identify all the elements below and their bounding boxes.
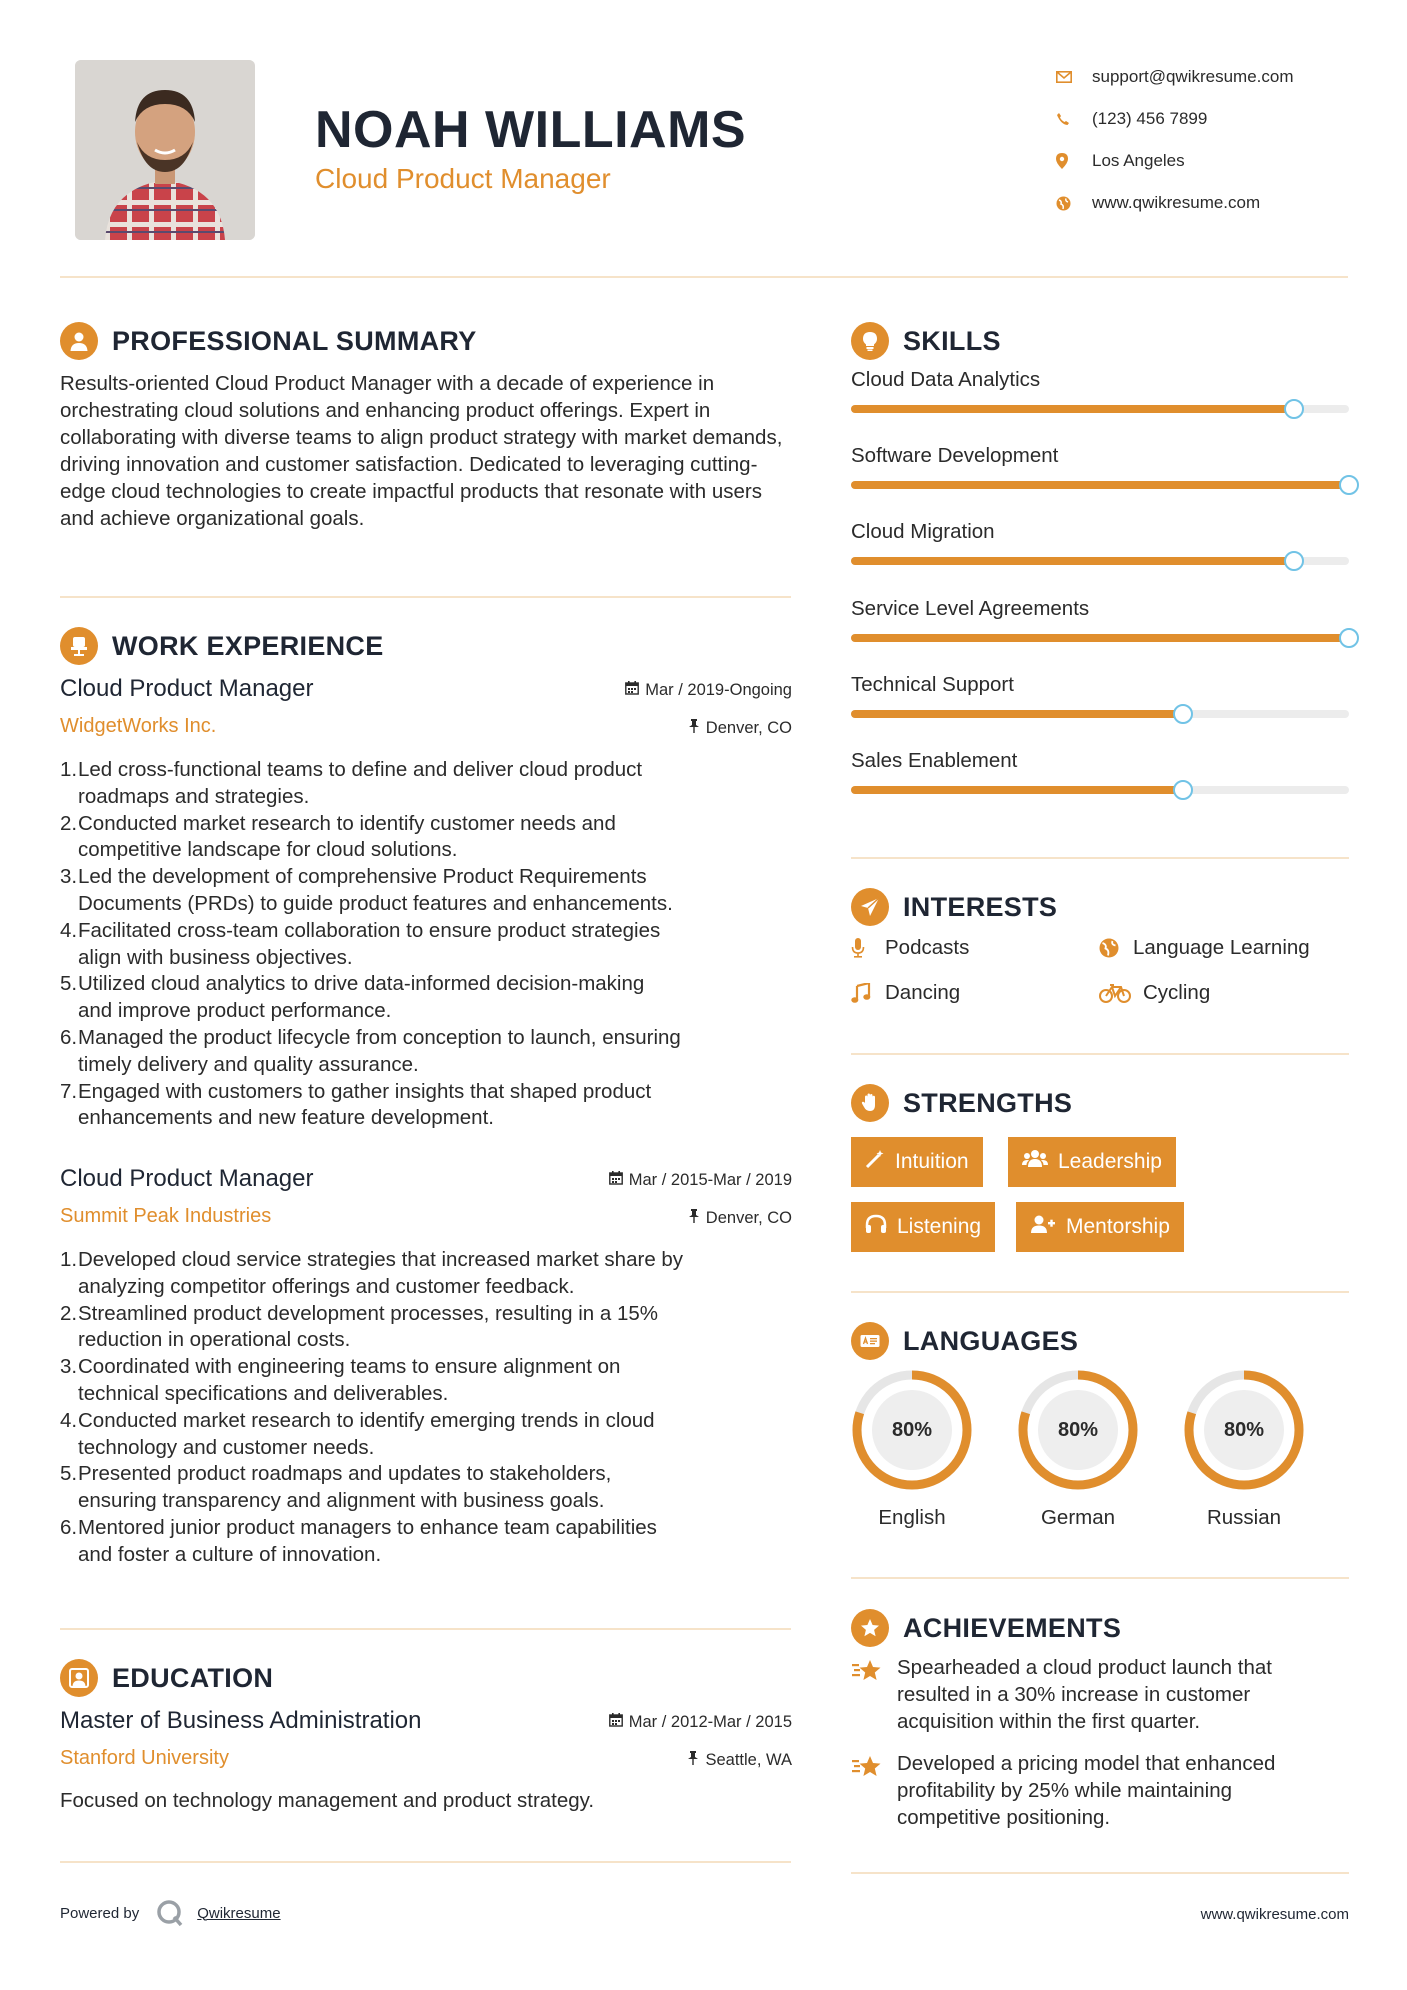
pushpin-icon (688, 1209, 700, 1228)
strength-tag: Listening (851, 1202, 995, 1252)
job-bullet-line (60, 945, 800, 972)
bullet-text: technology and customer needs. (78, 1435, 375, 1459)
bullet-number: 5. (60, 1462, 78, 1486)
bullet-number: 5. (60, 972, 78, 996)
bicycle-icon (1099, 983, 1143, 1003)
skill-bar-fill (851, 557, 1294, 565)
header-divider (60, 276, 1348, 278)
bullet-text: Coordinated with engineering teams to ensure alignment on (78, 1355, 621, 1379)
footer-brand-link[interactable]: Qwikresume (197, 1904, 281, 1922)
bullet-number (60, 1542, 78, 1569)
interest-item: Dancing (851, 981, 960, 1005)
language-name: German (1040, 1506, 1116, 1529)
bullet-number: 6. (60, 1515, 78, 1539)
language-item (1182, 1368, 1306, 1529)
headphones-icon (865, 1214, 887, 1240)
bullet-text: Documents (PRDs) to guide product features and enhancements. (78, 891, 673, 915)
job-bullet-line (60, 1079, 800, 1106)
degree-title: Master of Business Administration (60, 1707, 422, 1734)
summary-text: Results-oriented Cloud Product Manager with a decade of experience in orchestrating cloud solutions and enhancing product offerings. Expert in collaborating with diverse teams to align product strategy with market demands, driving innovation and customer satisfaction. Dedicated to leveraging cutting-edge cloud technologies to create impactful products that resonate with users and achieve organizational goals. (60, 372, 783, 530)
job-bullet-list (60, 757, 800, 1132)
pushpin-icon (687, 1751, 699, 1770)
job-entry (60, 675, 792, 1130)
user-icon (60, 322, 98, 360)
education-heading (60, 1659, 273, 1697)
job-title: Cloud Product Manager (60, 1165, 314, 1192)
bullet-text: Mentored junior product managers to enhance team capabilities (78, 1515, 657, 1539)
bullet-number (60, 1052, 78, 1079)
languages-title: LANGUAGES (903, 1325, 1079, 1356)
bullet-number: 2. (60, 1301, 78, 1325)
contact-website-text: www.qwikresume.com (1092, 193, 1261, 212)
bullet-text: Conducted market research to identify emerging trends in cloud (78, 1408, 655, 1432)
languages-heading (851, 1322, 1078, 1360)
skill-bar-knob (1284, 551, 1304, 571)
language-item (850, 1368, 974, 1529)
job-bullet-line (60, 1301, 800, 1328)
job-bullet-line (60, 971, 800, 998)
strengths-title: STRENGTHS (903, 1087, 1073, 1118)
pushpin-icon (688, 719, 700, 738)
star-icon (851, 1750, 897, 1831)
bullet-text: ensuring transparency and alignment with business goals. (78, 1489, 605, 1513)
summary-divider (60, 596, 791, 598)
job-bullet-line (60, 918, 800, 945)
experience-heading (60, 627, 384, 665)
skill-item (851, 520, 1349, 544)
job-bullet-line (60, 1542, 800, 1569)
experience-title: WORK EXPERIENCE (112, 630, 384, 661)
summary-heading (60, 322, 477, 360)
job-entry (60, 1165, 792, 1566)
bullet-number: 3. (60, 865, 78, 889)
skill-bar-knob (1284, 399, 1304, 419)
contact-location (1056, 140, 1356, 182)
skills-divider (851, 857, 1349, 859)
calendar-icon (609, 1713, 623, 1732)
language-percent: 80% (891, 1418, 933, 1441)
language-percent: 80% (1057, 1418, 1099, 1441)
contact-location-text: Los Angeles (1092, 151, 1185, 170)
skill-bar-knob (1339, 628, 1359, 648)
strength-tag: Leadership (1008, 1137, 1176, 1187)
skill-bar-fill (851, 481, 1349, 489)
bullet-number (60, 1327, 78, 1354)
bullet-number: 2. (60, 811, 78, 835)
bullet-number (60, 1105, 78, 1132)
job-bullet-line (60, 1247, 800, 1274)
candidate-name: NOAH WILLIAMS (315, 101, 747, 159)
bullet-number: 1. (60, 1248, 78, 1271)
star-badge-icon (851, 1609, 889, 1647)
job-bullet-line (60, 1488, 800, 1515)
skill-bar-track (851, 405, 1349, 413)
job-bullet-line (60, 1105, 800, 1132)
job-bullet-line (60, 1435, 800, 1462)
contact-email[interactable] (1056, 56, 1356, 98)
bullet-text: Engaged with customers to gather insights that shaped product (78, 1079, 652, 1103)
job-bullet-line (60, 1515, 800, 1542)
bullet-text: Led cross-functional teams to define and deliver cloud product (78, 758, 643, 781)
skill-bar-knob (1173, 780, 1193, 800)
paper-plane-icon (851, 888, 889, 926)
bullet-text: competitive landscape for cloud solutions. (78, 838, 458, 862)
raised-hand-icon (851, 1084, 889, 1122)
bullet-number: 7. (60, 1079, 78, 1103)
bullet-text: analyzing competitor offerings and customer feedback. (78, 1274, 575, 1298)
skills-heading (851, 322, 1001, 360)
bullet-text: reduction in operational costs. (78, 1328, 351, 1352)
job-date: Mar / 2019-Ongoing (625, 681, 792, 700)
footer-website-link[interactable]: www.qwikresume.com (1200, 1906, 1349, 1923)
bullet-text: technical specifications and deliverables. (78, 1381, 449, 1405)
contact-email-text: support@qwikresume.com (1092, 67, 1294, 86)
star-icon (851, 1654, 897, 1735)
skill-bar-fill (851, 634, 1349, 642)
achievements-title: ACHIEVEMENTS (903, 1612, 1122, 1643)
users-icon (1022, 1149, 1048, 1175)
job-date: Mar / 2015-Mar / 2019 (609, 1171, 792, 1190)
skill-item (851, 368, 1349, 392)
job-bullet-line (60, 1461, 800, 1488)
interest-item: Podcasts (851, 936, 969, 960)
achievement-line: acquisition within the first quarter. (897, 1710, 1201, 1733)
school-name: Stanford University (60, 1747, 229, 1769)
skill-label: Technical Support (851, 672, 1014, 696)
bullet-number: 4. (60, 918, 78, 942)
language-percent: 80% (1223, 1418, 1265, 1441)
language-name: Russian (1206, 1506, 1282, 1529)
company-name: WidgetWorks Inc. (60, 715, 217, 737)
strength-tag: Intuition (851, 1137, 983, 1187)
job-bullet-line (60, 1354, 800, 1381)
job-bullet-line (60, 811, 800, 838)
achievement-line: Spearheaded a cloud product launch that (897, 1656, 1272, 1679)
experience-divider (60, 1628, 791, 1630)
languages-divider (851, 1577, 1349, 1579)
bullet-text: Streamlined product development processes, resulting in a 15% (78, 1301, 659, 1325)
bullet-number (60, 1381, 78, 1408)
contact-phone-text: (123) 456 7899 (1092, 109, 1208, 128)
skill-label: Service Level Agreements (851, 596, 1090, 620)
user-plus-icon (1030, 1214, 1056, 1240)
interest-item: Cycling (1099, 981, 1210, 1005)
job-bullet-line (60, 1052, 800, 1079)
job-bullet-line (60, 784, 800, 811)
bullet-number: 4. (60, 1408, 78, 1432)
globe-icon (1099, 938, 1133, 958)
globe-icon (1056, 196, 1092, 211)
strengths-heading (851, 1084, 1072, 1122)
job-location: Denver, CO (688, 719, 792, 738)
bullet-number (60, 998, 78, 1025)
bullet-text: timely delivery and quality assurance. (78, 1052, 419, 1076)
job-bullet-list (60, 1247, 800, 1569)
contact-list (1056, 56, 1356, 224)
interests-divider (851, 1053, 1349, 1055)
profile-photo (75, 60, 255, 240)
skill-bar-fill (851, 710, 1183, 718)
language-card-icon (851, 1322, 889, 1360)
education-location: Seattle, WA (687, 1751, 792, 1770)
education-description: Focused on technology management and product strategy. (60, 1789, 595, 1812)
bullet-text: roadmaps and strategies. (78, 784, 310, 808)
skill-bar-knob (1339, 475, 1359, 495)
skill-item (851, 597, 1349, 621)
bullet-text: and foster a culture of innovation. (78, 1542, 382, 1566)
bullet-text: Led the development of comprehensive Product Requirements (78, 865, 647, 889)
bullet-number: 1. (60, 758, 78, 781)
job-bullet-line (60, 837, 800, 864)
education-date: Mar / 2012-Mar / 2015 (609, 1713, 792, 1732)
lightbulb-icon (851, 322, 889, 360)
job-bullet-line (60, 998, 800, 1025)
bullet-number (60, 784, 78, 811)
company-name: Summit Peak Industries (60, 1205, 272, 1227)
bullet-text: Utilized cloud analytics to drive data-informed decision-making (78, 972, 645, 996)
education-title: EDUCATION (112, 1662, 274, 1693)
skill-bar-track (851, 786, 1349, 794)
job-bullet-line (60, 1274, 800, 1301)
bullet-number (60, 1488, 78, 1515)
interest-item: Language Learning (1099, 936, 1310, 960)
footer-powered-by: Powered by Qwikresume (60, 1898, 281, 1928)
skills-title: SKILLS (903, 325, 1001, 356)
skill-bar-fill (851, 405, 1294, 413)
contact-website[interactable] (1056, 182, 1356, 224)
language-name: English (878, 1506, 946, 1529)
skill-bar-track (851, 710, 1349, 718)
bullet-text: Conducted market research to identify customer needs and (78, 811, 616, 835)
bullet-number (60, 1274, 78, 1301)
interests-title: INTERESTS (903, 891, 1058, 922)
job-bullet-line (60, 891, 800, 918)
music-note-icon (851, 983, 885, 1003)
candidate-role: Cloud Product Manager (315, 163, 611, 194)
bullet-text: Developed cloud service strategies that increased market share by (78, 1248, 684, 1271)
phone-icon (1056, 112, 1092, 126)
job-title: Cloud Product Manager (60, 675, 314, 702)
strength-tag: Mentorship (1016, 1202, 1184, 1252)
achievement-item (851, 1654, 1351, 1735)
achievement-line: Developed a pricing model that enhanced (897, 1752, 1276, 1775)
summary-title: PROFESSIONAL SUMMARY (112, 325, 477, 356)
qwikresume-logo-icon (155, 1898, 185, 1928)
interests-heading (851, 888, 1057, 926)
bullet-number (60, 1435, 78, 1462)
skill-bar-knob (1173, 704, 1193, 724)
job-bullet-line (60, 1025, 800, 1052)
bullet-text: Facilitated cross-team collaboration to ensure product strategies (78, 918, 661, 942)
skill-label: Software Development (851, 444, 1059, 468)
achievements-divider (851, 1872, 1349, 1874)
skill-label: Cloud Data Analytics (851, 368, 1041, 391)
job-bullet-line (60, 757, 800, 784)
envelope-icon (1056, 71, 1092, 83)
bullet-text: and improve product performance. (78, 999, 392, 1023)
education-entry (60, 1707, 792, 1812)
calendar-icon (625, 681, 639, 700)
achievement-item (851, 1750, 1351, 1831)
bullet-text: enhancements and new feature development. (78, 1106, 494, 1130)
skill-label: Cloud Migration (851, 520, 995, 544)
job-bullet-line (60, 1408, 800, 1435)
language-item (1016, 1368, 1140, 1529)
job-location: Denver, CO (688, 1209, 792, 1228)
achievements-heading (851, 1609, 1121, 1647)
bullet-text: align with business objectives. (78, 945, 353, 969)
bullet-text: Managed the product lifecycle from conception to launch, ensuring (78, 1025, 681, 1049)
job-bullet-line (60, 864, 800, 891)
skill-bar-track (851, 557, 1349, 565)
skill-bar-track (851, 481, 1349, 489)
briefcase-chair-icon (60, 627, 98, 665)
bullet-number (60, 945, 78, 972)
job-bullet-line (60, 1327, 800, 1354)
graduate-icon (60, 1659, 98, 1697)
calendar-icon (609, 1171, 623, 1190)
bullet-number (60, 891, 78, 918)
achievement-line: profitability by 25% while maintaining (897, 1779, 1233, 1802)
bullet-number: 6. (60, 1025, 78, 1049)
strengths-divider (851, 1291, 1349, 1293)
microphone-icon (851, 938, 885, 958)
bullet-number (60, 837, 78, 864)
education-divider (60, 1861, 791, 1863)
skill-label: Sales Enablement (851, 749, 1018, 772)
skill-bar-track (851, 634, 1349, 642)
achievement-line: competitive positioning. (897, 1806, 1111, 1829)
skill-item (851, 444, 1349, 468)
magic-wand-icon (865, 1149, 885, 1175)
achievement-line: resulted in a 30% increase in customer (897, 1683, 1251, 1706)
contact-phone[interactable] (1056, 98, 1356, 140)
bullet-text: Presented product roadmaps and updates to stakeholders, (78, 1462, 612, 1486)
location-pin-icon (1056, 153, 1092, 169)
skill-bar-fill (851, 786, 1183, 794)
job-bullet-line (60, 1381, 800, 1408)
skill-item (851, 749, 1349, 773)
bullet-number: 3. (60, 1355, 78, 1379)
skill-item (851, 673, 1349, 697)
